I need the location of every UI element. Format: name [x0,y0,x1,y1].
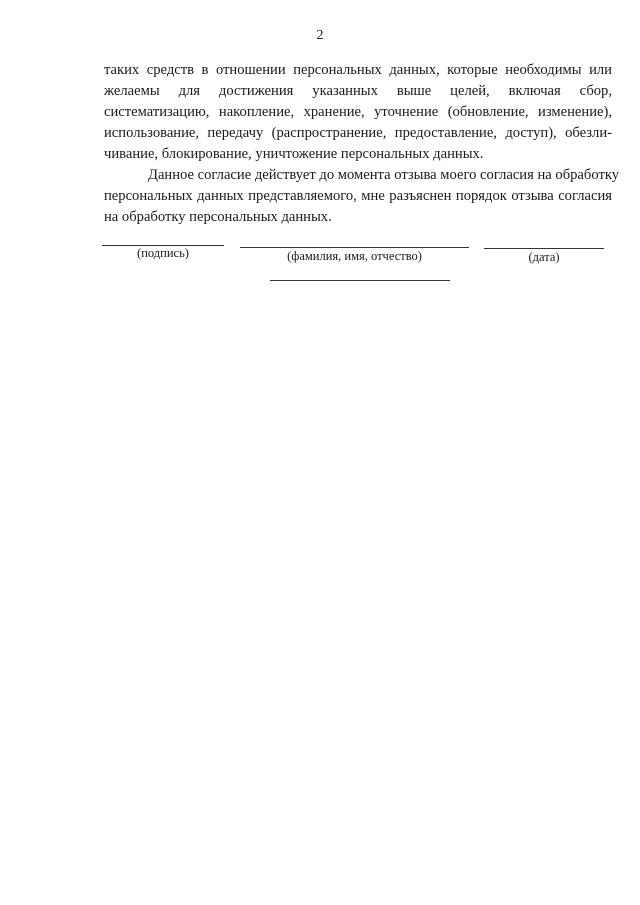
text-line: желаемы для достижения указанных выше целей, включая сбор, [104,83,612,99]
date-caption: (дата) [528,250,560,264]
extra-signature-line[interactable] [270,280,450,281]
text-line: персональных данных представляемого, мне разъяснен порядок отзыва согласия [104,188,612,204]
text-line: на обработку персональных данных. [104,209,332,225]
full-name-line[interactable] [240,247,469,248]
text-line: таких средств в отношении персональных данных, которые необходимы или [104,62,612,78]
text-line: систематизацию, накопление, хранение, уточнение (обновление, изменение), [104,104,612,120]
text-line: чивание, блокирование, уничтожение персональных данных. [104,146,484,162]
paragraph-consent-validity [104,165,619,228]
text-line: использование, передачу (распространение, предоставление, доступ), обезли- [104,125,612,141]
text-line: Данное согласие действует до момента отзыва моего согласия на обработку [148,167,619,183]
page-number: 2 [316,28,324,43]
paragraph-consent-scope [104,60,612,165]
date-line[interactable] [484,248,604,249]
document-body [104,60,619,228]
signature-caption: (подпись) [137,246,189,260]
full-name-caption: (фамилия, имя, отчество) [287,249,422,263]
